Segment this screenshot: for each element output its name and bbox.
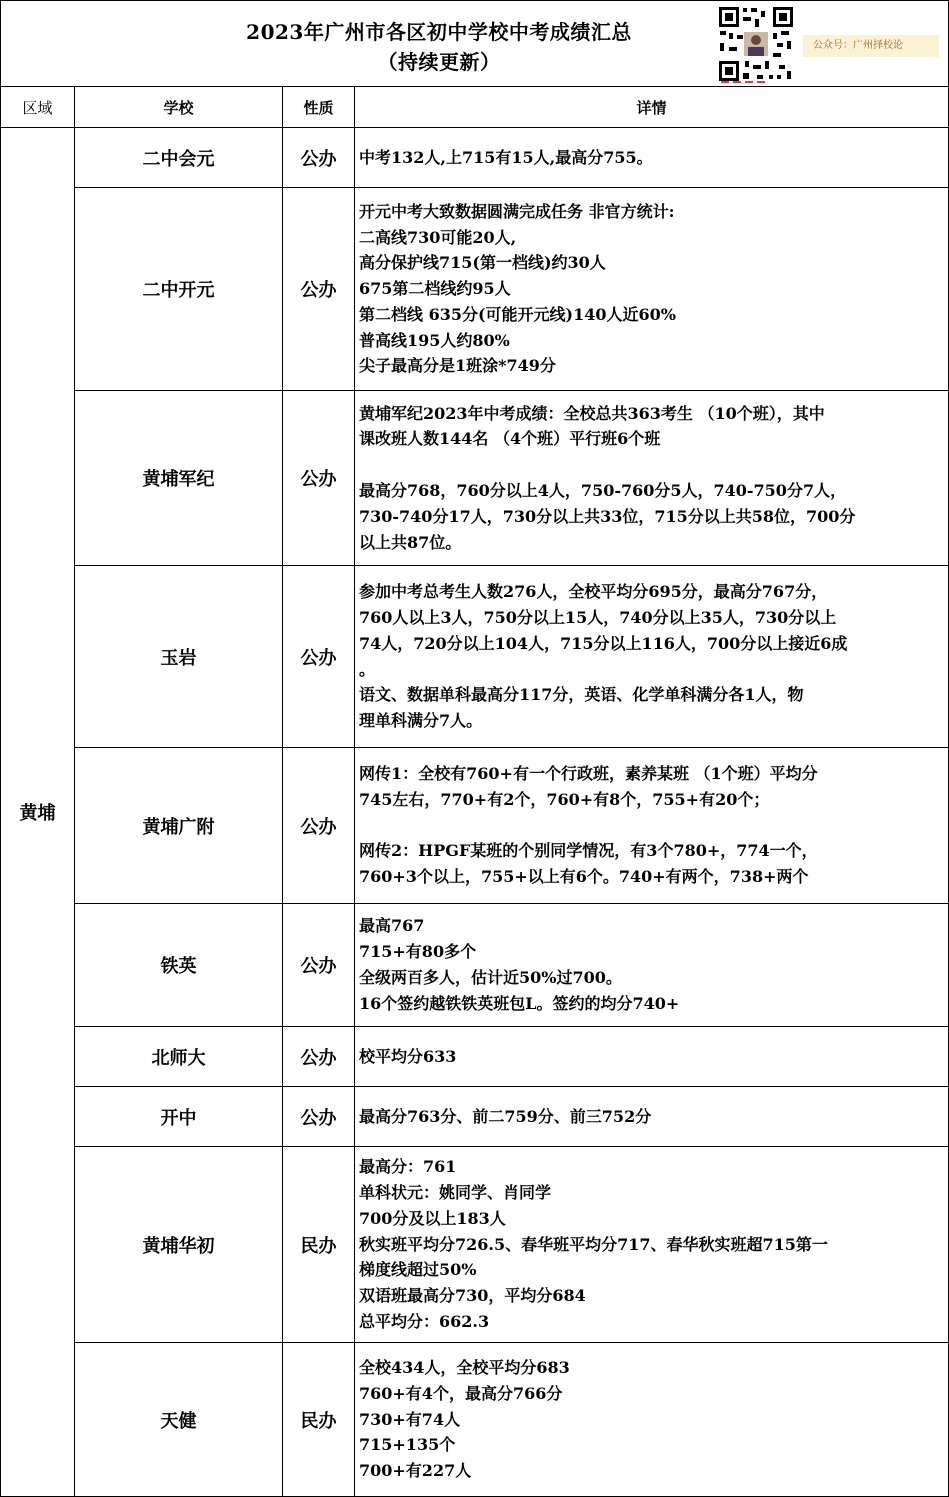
title-area [0,0,949,87]
school-type: 公办 [283,904,355,1027]
detail-line: 课改班人数144名 （4个班）平行班6个班 [359,429,661,449]
detail-line: 74人，720分以上104人，715分以上116人，700分以上接近6成 [359,633,848,653]
school-detail [355,1087,949,1147]
detail-line: 网传2：HPGF某班的个别同学情况，有3个780+，774一个， [359,841,818,861]
header-region: 区域 [1,87,75,128]
school-type: 公办 [283,188,355,391]
header-detail: 详情 [355,87,949,128]
school-type: 公办 [283,391,355,566]
school-type: 民办 [283,1343,355,1497]
school-detail [355,1343,949,1497]
table-row [1,188,949,391]
detail-line: 700分及以上183人 [359,1208,506,1228]
detail-spacer [359,813,944,839]
detail-line: 715+135个 [359,1435,456,1455]
detail-line: 二高线730可能20人, [359,227,517,247]
detail-line: 最高767 [359,916,425,936]
detail-line: 总平均分：662.3 [359,1311,490,1331]
detail-line: 高分保护线715(第一档线)约30人 [359,253,606,273]
table-row [1,1087,949,1147]
qr-code-icon [717,5,795,83]
detail-line: 第二档线 635分(可能开元线)140人近60% [359,304,676,324]
school-type: 公办 [283,1027,355,1087]
detail-line: 675第二档线约95人 [359,279,511,299]
table-row [1,391,949,566]
table-row [1,1343,949,1497]
detail-line: 745左右，770+有2个，760+有8个，755+有20个； [359,789,770,809]
detail-line: 双语班最高分730，平均分684 [359,1286,586,1306]
school-detail [355,748,949,904]
school-detail [355,391,949,566]
header-school: 学校 [75,87,283,128]
school-name: 开中 [75,1087,283,1147]
detail-line: 理单科满分7人。 [359,711,483,731]
detail-line: 730-740分17人，730分以上共33位，715分以上共58位，700分 [359,506,856,526]
detail-line: 。 [359,659,376,679]
detail-line: 760+3个以上，755+以上有6个。740+有两个，738+两个 [359,867,809,887]
detail-line: 16个签约越铁铁英班包L。签约的均分740+ [359,993,680,1013]
school-detail [355,566,949,748]
detail-line: 普高线195人约80% [359,330,510,350]
detail-line: 730+有74人 [359,1409,461,1429]
school-name: 黄埔军纪 [75,391,283,566]
detail-line: 最高分768，760分以上4人，750-760分5人，740-750分7人， [359,481,847,500]
school-name: 铁英 [75,904,283,1027]
table-row [1,128,949,188]
detail-spacer [359,452,944,478]
school-name: 黄埔广附 [75,748,283,904]
school-type: 公办 [283,1087,355,1147]
school-detail [355,188,949,391]
school-name: 玉岩 [75,566,283,748]
detail-line: 网传1：全校有760+有一个行政班，素养某班 （1个班）平均分 [359,764,818,783]
detail-line: 校平均分633 [359,1046,457,1066]
school-detail [355,1147,949,1343]
wechat-account-label: 公众号：广州择校论 [803,35,939,57]
page-subtitle: （持续更新） [377,50,501,74]
school-detail [355,1027,949,1087]
detail-line: 语文、数据单科最高分117分，英语、化学单科满分各1人，物 [359,685,804,705]
detail-line: 最高分：761 [359,1157,457,1177]
table-row [1,904,949,1027]
page-title: 2023年广州市各区初中学校中考成绩汇总 [246,20,632,44]
detail-line: 秋实班平均分726.5、春华班平均分717、春华秋实班超715第一 [359,1234,828,1254]
detail-line: 尖子最高分是1班涂*749分 [359,356,556,376]
region-cell: 黄埔 [1,128,75,1497]
detail-line: 全级两百多人，估计近50%过700。 [359,968,622,987]
school-name: 天健 [75,1343,283,1497]
detail-line: 开元中考大致数据圆满完成任务 非官方统计: [359,201,675,221]
detail-line: 单科状元：姚同学、肖同学 [359,1183,552,1202]
school-detail [355,904,949,1027]
school-name: 二中会元 [75,128,283,188]
school-name: 二中开元 [75,188,283,391]
detail-line: 最高分763分、前二759分、前三752分 [359,1106,652,1126]
school-name: 北师大 [75,1027,283,1087]
detail-line: 梯度线超过50% [359,1260,477,1280]
detail-line: 760人以上3人，750分以上15人，740分以上35人，730分以上 [359,607,837,627]
detail-line: 中考132人,上715有15人,最高分755。 [359,147,653,167]
school-detail [355,128,949,188]
detail-line: 参加中考总考生人数276人，全校平均分695分，最高分767分， [359,582,828,602]
school-type: 公办 [283,566,355,748]
detail-line: 全校434人，全校平均分683 [359,1358,570,1377]
detail-line: 760+有4个，最高分766分 [359,1383,563,1403]
school-name: 黄埔华初 [75,1147,283,1343]
results-table [0,86,949,1497]
school-type: 公办 [283,128,355,188]
table-row [1,748,949,904]
header-type: 性质 [283,87,355,128]
detail-line: 715+有80多个 [359,942,477,962]
school-type: 民办 [283,1147,355,1343]
table-row [1,1147,949,1343]
school-type: 公办 [283,748,355,904]
detail-line: 以上共87位。 [359,532,462,552]
table-header-row [1,87,949,128]
table-row [1,566,949,748]
detail-line: 黄埔军纪2023年中考成绩：全校总共363考生 （10个班），其中 [359,403,825,423]
table-row [1,1027,949,1087]
detail-line: 700+有227人 [359,1461,472,1481]
